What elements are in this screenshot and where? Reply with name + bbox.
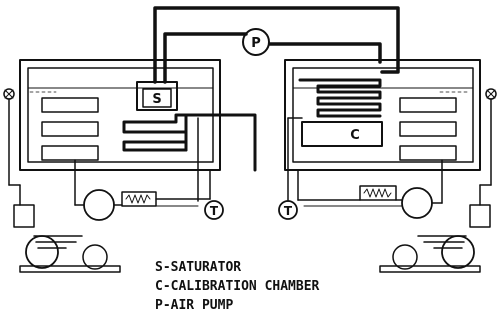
left-thermometer-label: T: [209, 204, 219, 218]
air-pump: [243, 29, 269, 55]
legend-air-pump: P-AIR PUMP: [155, 298, 234, 313]
right-bath-tank: [285, 60, 480, 170]
saturator-label: S: [152, 92, 162, 107]
legend-saturator: S-SATURATOR: [155, 260, 242, 275]
left-coil: [124, 115, 186, 150]
right-circulation-loop: [298, 160, 442, 218]
legend: [155, 260, 320, 313]
right-circulating-pump: [402, 188, 432, 218]
left-side-gauge: [4, 89, 20, 185]
left-circulating-pump: [84, 190, 114, 220]
right-thermometer-label: T: [283, 204, 293, 218]
left-air-compressor: [14, 185, 120, 272]
right-coil: [300, 80, 380, 116]
legend-calibration-chamber: C-CALIBRATION CHAMBER: [155, 279, 320, 294]
calibration-chamber: [302, 122, 382, 146]
air-loop-inner: [165, 34, 380, 82]
right-thermometer: [279, 118, 302, 219]
calibration-chamber-label: C: [350, 128, 360, 143]
saturator: [137, 82, 177, 110]
air-pump-label: P: [251, 36, 261, 51]
right-side-gauge: [480, 89, 496, 185]
